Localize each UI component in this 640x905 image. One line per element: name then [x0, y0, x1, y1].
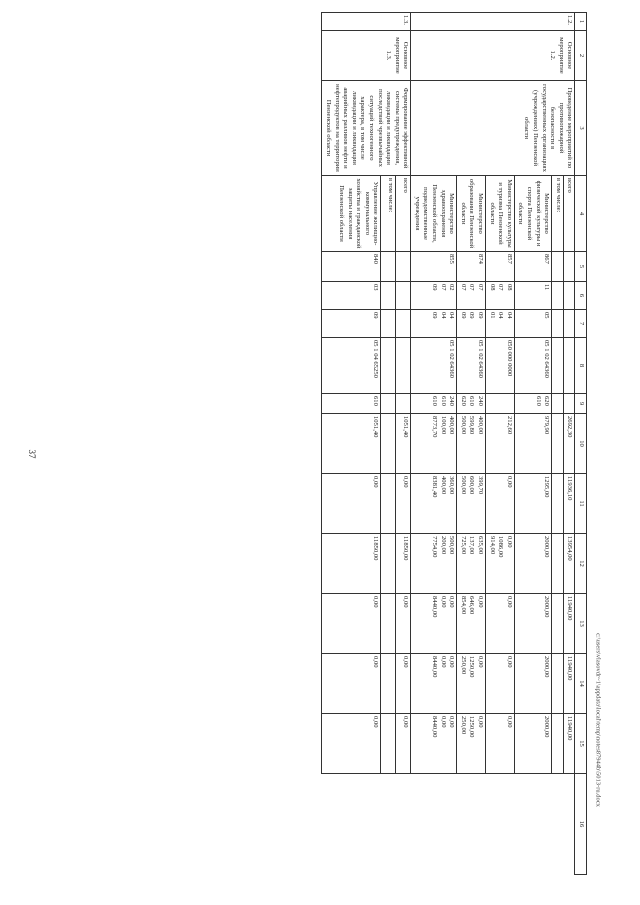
year-value: 400,00 100,00 8773,70: [411, 414, 457, 474]
year-value: 0,00: [486, 474, 515, 534]
page-number: 37: [27, 449, 37, 459]
header-cell: 1: [575, 13, 587, 31]
measure-name: Формирование эффективной системы предупреждения, ликвидации и ликвидации последствий чрезвычайных ситуаций техногенного характера, в том числе ликвидации и ликвидации аварийных разливов нефти и нефтепродуктов на территории Пензенской области: [322, 81, 411, 176]
header-number-row: [575, 13, 587, 875]
year-value: 1051,40: [322, 414, 381, 474]
empty-cell: [552, 252, 564, 282]
csr-code: 05 1 02 64360: [514, 338, 551, 394]
executor-name: Министерство здравоохранения Пензенской области, подведомственные учреждения: [411, 176, 457, 252]
year-value: 0,00 1250,00 250,00: [457, 654, 486, 714]
empty-cell: [381, 252, 396, 282]
header-cell: 10: [575, 414, 587, 474]
year-value: 0,00: [322, 654, 381, 714]
header-cell: 9: [575, 394, 587, 414]
year-value: 979,90: [514, 414, 551, 474]
empty-cell: [396, 252, 411, 282]
budget-table-container: [47, 12, 587, 874]
header-cell: 6: [575, 282, 587, 310]
rz-code: 02 07 09: [411, 282, 457, 310]
header-cell: 7: [575, 310, 587, 338]
total-value: 2692,30: [563, 414, 575, 474]
year-value: 1295,00: [514, 474, 551, 534]
empty-cell: [552, 714, 564, 774]
empty-cell: [552, 394, 564, 414]
total-value: 1051,40: [396, 414, 411, 474]
executor-name: Управление жилищно-коммунального хозяйства и гражданской защиты населения Пензенской области: [322, 176, 381, 252]
total-value: 13954,00: [563, 534, 575, 594]
year-value: 11850,00: [322, 534, 381, 594]
total-value: 11936,10: [563, 474, 575, 534]
year-value: 0,00: [322, 474, 381, 534]
total-label: всего: [396, 176, 411, 252]
empty-cell: [396, 282, 411, 310]
header-cell: 2: [575, 31, 587, 81]
empty-cell: [552, 310, 564, 338]
csr-code: 050 000 0000: [486, 338, 515, 394]
rz-code: 07 07 07: [457, 282, 486, 310]
grbs-code: 867: [514, 252, 551, 282]
header-cell: 5: [575, 252, 587, 282]
pr-code: 09 09 09: [457, 310, 486, 338]
empty-cell: [381, 654, 396, 714]
measure-name: Проведение мероприятий по противопожарной безопасности в государственных организациях (учреждениях) Пензенской области: [411, 81, 575, 176]
empty-cell: [381, 414, 396, 474]
header-cell: 8: [575, 338, 587, 394]
year-value: 500,00 200,00 7754,00: [411, 534, 457, 594]
empty-cell: [396, 338, 411, 394]
empty-cell: [396, 310, 411, 338]
header-cell: 15: [575, 714, 587, 774]
empty-cell: [563, 310, 575, 338]
executor-name: Министерство образования Пензенской области: [457, 176, 486, 252]
year-value: 0,00: [322, 594, 381, 654]
empty-cell: [381, 714, 396, 774]
empty-cell: [381, 338, 396, 394]
year-value: 2000,00: [514, 594, 551, 654]
header-cell: 14: [575, 654, 587, 714]
header-cell: 11: [575, 474, 587, 534]
header-cell: 3: [575, 81, 587, 176]
empty-cell: [552, 282, 564, 310]
year-value: 2000,00: [514, 654, 551, 714]
pr-code: 09: [322, 310, 381, 338]
vr-code: [486, 394, 515, 414]
footer-file-path: c:\users\vlasovdr~1\appdata\local\temp\notes87944b\5013-ru.docx: [594, 633, 602, 807]
empty-cell: [381, 394, 396, 414]
measure-total-row: [563, 13, 575, 875]
total-value: 0,00: [396, 714, 411, 774]
total-value: 11940,00: [563, 594, 575, 654]
executor-name: Министерство физической культуры и спорта Пензенской области: [514, 176, 551, 252]
grbs-code: 874: [457, 252, 486, 282]
csr-code: 05 1 02 64360: [457, 338, 486, 394]
vr-code: 240 610 610: [411, 394, 457, 414]
total-value: 11940,00: [563, 654, 575, 714]
empty-cell: [396, 394, 411, 414]
grbs-code: 857: [486, 252, 515, 282]
year-value: 2000,00: [514, 534, 551, 594]
empty-cell: [381, 594, 396, 654]
rotated-table-area: [47, 12, 587, 874]
header-cell: 4: [575, 176, 587, 252]
rz-code: 08 07 08: [486, 282, 515, 310]
including-label: в том числе:: [381, 176, 396, 252]
pr-code: 05: [514, 310, 551, 338]
year-value: 0,00 0,00 8440,00: [411, 594, 457, 654]
year-value: 0,00 1086,00 914,00: [486, 534, 515, 594]
vr-code: 620 610: [514, 394, 551, 414]
year-value: 360,00 400,00 8381,40: [411, 474, 457, 534]
empty-cell: [552, 534, 564, 594]
measure-type: Основное мероприятие 1.3.: [322, 31, 411, 81]
year-value: 399,70 600,00 500,00: [457, 474, 486, 534]
pr-code: 04 04 01: [486, 310, 515, 338]
executor-name: Министерство культуры и туризма Пензенской области: [486, 176, 515, 252]
year-value: 0,00: [486, 714, 515, 774]
year-value: 0,00 646,00 854,00: [457, 594, 486, 654]
empty-cell: [381, 310, 396, 338]
header-cell: 13: [575, 594, 587, 654]
measure-number: 1.3.: [322, 13, 411, 31]
empty-cell: [381, 282, 396, 310]
rz-code: 03: [322, 282, 381, 310]
header-cell: 16: [575, 774, 587, 875]
vr-code: 610: [322, 394, 381, 414]
empty-cell: [552, 594, 564, 654]
empty-cell: [552, 414, 564, 474]
empty-cell: [563, 252, 575, 282]
year-value: 0,00 1250,00 250,00: [457, 714, 486, 774]
measure-type: Основное мероприятие 1.2.: [411, 31, 575, 81]
measure-total-row: [396, 13, 411, 875]
year-value: 2000,00: [514, 714, 551, 774]
grbs-code: 855: [411, 252, 457, 282]
total-value: 0,00: [396, 474, 411, 534]
year-value: 0,00 0,00 8440,00: [411, 714, 457, 774]
empty-cell: [552, 338, 564, 394]
empty-cell: [552, 474, 564, 534]
total-value: 11850,00: [396, 534, 411, 594]
header-cell: 12: [575, 534, 587, 594]
total-value: 11940,00: [563, 714, 575, 774]
year-value: 400,00 599,80 500,00: [457, 414, 486, 474]
grbs-code: 840: [322, 252, 381, 282]
year-value: 0,00: [486, 654, 515, 714]
empty-cell: [552, 654, 564, 714]
total-value: 0,00: [396, 654, 411, 714]
budget-table: [321, 12, 587, 875]
empty-cell: [381, 474, 396, 534]
year-value: 0,00 0,00 8440,00: [411, 654, 457, 714]
empty-cell: [563, 394, 575, 414]
year-value: 0,00: [486, 594, 515, 654]
empty-cell: [563, 338, 575, 394]
total-label: всего: [563, 176, 575, 252]
csr-code: 05 1 04 65250: [322, 338, 381, 394]
csr-code: 05 1 02 64360: [411, 338, 457, 394]
vr-code: 240 610 620: [457, 394, 486, 414]
total-value: 0,00: [396, 594, 411, 654]
year-value: 212,60: [486, 414, 515, 474]
empty-cell: [563, 282, 575, 310]
year-value: 0,00: [322, 714, 381, 774]
rz-code: 11: [514, 282, 551, 310]
empty-cell: [381, 534, 396, 594]
pr-code: 04 04 09: [411, 310, 457, 338]
including-label: в том числе:: [552, 176, 564, 252]
measure-number: 1.2.: [411, 13, 575, 31]
year-value: 635,00 137,00 725,00: [457, 534, 486, 594]
